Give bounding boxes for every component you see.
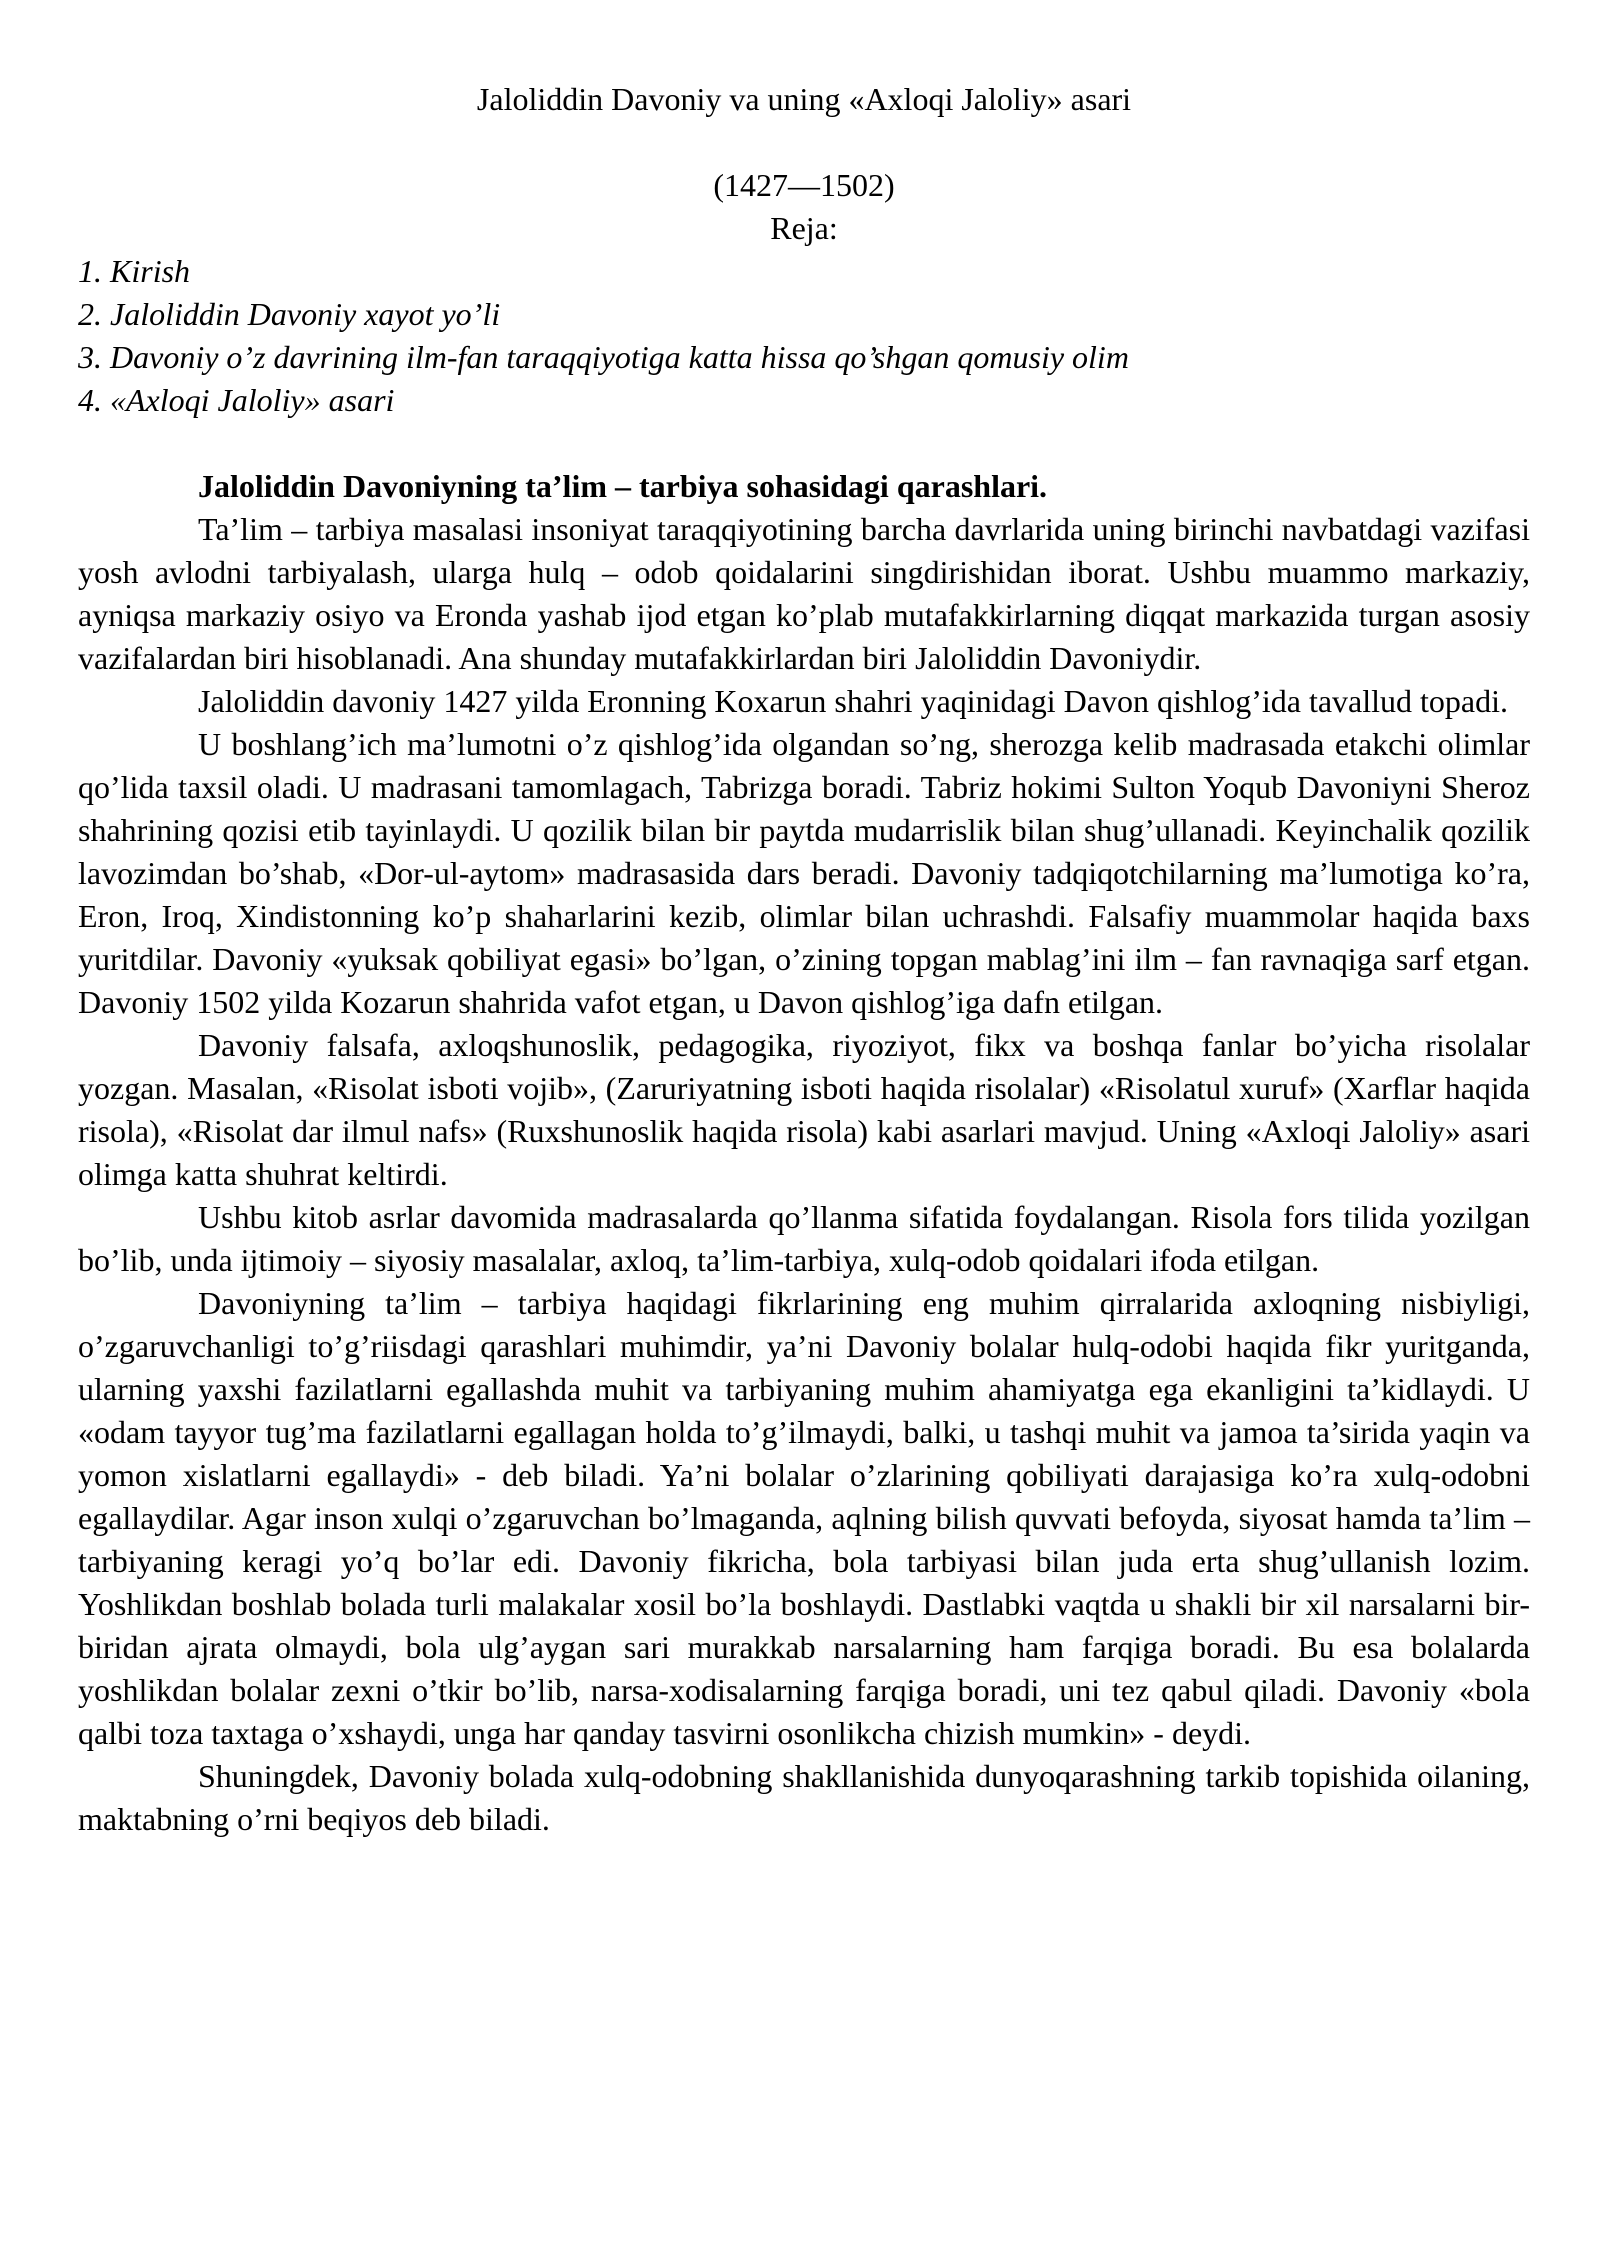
body-paragraph: Davoniyning ta’lim – tarbiya haqidagi fikrlarining eng muhim qirralarida axloqning nisbiyligi, o’zgaruvchanligi to’g’riisdagi qarashlari muhimdir, ya’ni Davoniy bolalar hulq-odobi haqida fikr yuritganda, ularning yaxshi fazilatlarni egallashda muhit va tarbiyaning muhim ahamiyatga ega ekanligini ta’kidlaydi. U «odam tayyor tug’ma fazilatlarni egallagan holda to’g’ilmaydi, balki, u tashqi muhit va jamoa ta’sirida yaqin va yomon xislatlarni egallaydi» - deb biladi. Ya’ni bolalar o’zlarining qobiliyati darajasiga ko’ra xulq-odobni egallaydilar. Agar inson xulqi o’zgaruvchan bo’lmaganda, aqlning bilish quvvati befoyda, siyosat hamda ta’lim – tarbiyaning keragi yo’q bo’lar edi. Davoniy fikricha, bola tarbiyasi bilan juda erta shug’ullanish lozim. Yoshlikdan boshlab bolada turli malakalar xosil bo’la boshlaydi. Dastlabki vaqtda u shakli bir xil narsalarni bir-biridan ajrata olmaydi, bola ulg’aygan sari murakkab narsalarning ham farqiga boradi. Bu esa bolalarda yoshlikdan bolalar zexni o’tkir bo’lib, narsa-xodisalarning farqiga boradi, uni tez qabul qiladi. Davoniy «bola qalbi toza taxtaga o’xshaydi, unga har qanday tasvirni osonlikcha chizish mumkin» - deydi.	[78, 1285, 1530, 1751]
document-page	[78, 78, 1530, 1841]
plan-item: 1. Kirish	[78, 253, 191, 289]
body-paragraph: U boshlang’ich ma’lumotni o’z qishlog’ida olgandan so’ng, sherozga kelib madrasada etakchi olimlar qo’lida taxsil oladi. U madrasani tamomlagach, Tabrizga boradi. Tabriz hokimi Sulton Yoqub Davoniyni Sheroz shahrining qozisi etib tayinlaydi. U qozilik bilan bir paytda mudarrislik bilan shug’ullanadi. Keyinchalik qozilik lavozimdan bo’shab, «Dor-ul-aytom» madrasasida dars beradi. Davoniy tadqiqotchilarning ma’lumotiga ko’ra, Eron, Iroq, Xindistonning ko’p shaharlarini kezib, olimlar bilan uchrashdi. Falsafiy muammolar haqida baxs yuritdilar. Davoniy «yuksak qobiliyat egasi» bo’lgan, o’zining topgan mablag’ini ilm – fan ravnaqiga sarf etgan. Davoniy 1502 yilda Kozarun shahrida vafot etgan, u Davon qishlog’iga dafn etilgan.	[78, 726, 1530, 1020]
document-years: (1427—1502)	[713, 167, 895, 203]
document-title: Jaloliddin Davoniy va uning «Axloqi Jaloliy» asari	[476, 81, 1132, 117]
body-paragraph: Davoniy falsafa, axloqshunoslik, pedagogika, riyoziyot, fikx va boshqa fanlar bo’yicha risolalar yozgan. Masalan, «Risolat isboti vojib», (Zaruriyatning isboti haqida risolalar) «Risolatul xuruf» (Xarflar haqida risola), «Risolat dar ilmul nafs» (Ruxshunoslik haqida risola) kabi asarlari mavjud. Uning «Axloqi Jaloliy» asari olimga katta shuhrat keltirdi.	[78, 1027, 1530, 1192]
body-paragraph: Ta’lim – tarbiya masalasi insoniyat taraqqiyotining barcha davrlarida uning birinchi navbatdagi vazifasi yosh avlodni tarbiyalash, ularga hulq – odob qoidalarini singdirishidan iborat. Ushbu muammo markaziy, ayniqsa markaziy osiyo va Eronda yashab ijod etgan ko’plab mutafakkirlarning diqqat markazida turgan asosiy vazifalardan biri hisoblanadi. Ana shunday mutafakkirlardan biri Jaloliddin Davoniydir.	[78, 511, 1530, 676]
plan-list	[78, 250, 1530, 422]
plan-item: 3. Davoniy o’z davrining ilm-fan taraqqiyotiga katta hissa qo’shgan qomusiy olim	[78, 339, 1129, 375]
section-heading: Jaloliddin Davoniyning ta’lim – tarbiya sohasidagi qarashlari.	[198, 468, 1048, 504]
plan-label: Reja:	[770, 210, 838, 246]
plan-item: 4. «Axloqi Jaloliy» asari	[78, 382, 395, 418]
plan-item: 2. Jaloliddin Davoniy xayot yo’li	[78, 296, 501, 332]
body-paragraph: Jaloliddin davoniy 1427 yilda Eronning Koxarun shahri yaqinidagi Davon qishlog’ida tavallud topadi.	[198, 683, 1508, 719]
body-paragraph: Shuningdek, Davoniy bolada xulq-odobning shakllanishida dunyoqarashning tarkib topishida oilaning, maktabning o’rni beqiyos deb biladi.	[78, 1758, 1530, 1837]
body-paragraph: Ushbu kitob asrlar davomida madrasalarda qo’llanma sifatida foydalangan. Risola fors tilida yozilgan bo’lib, unda ijtimoiy – siyosiy masalalar, axloq, ta’lim-tarbiya, xulq-odob qoidalari ifoda etilgan.	[78, 1199, 1530, 1278]
